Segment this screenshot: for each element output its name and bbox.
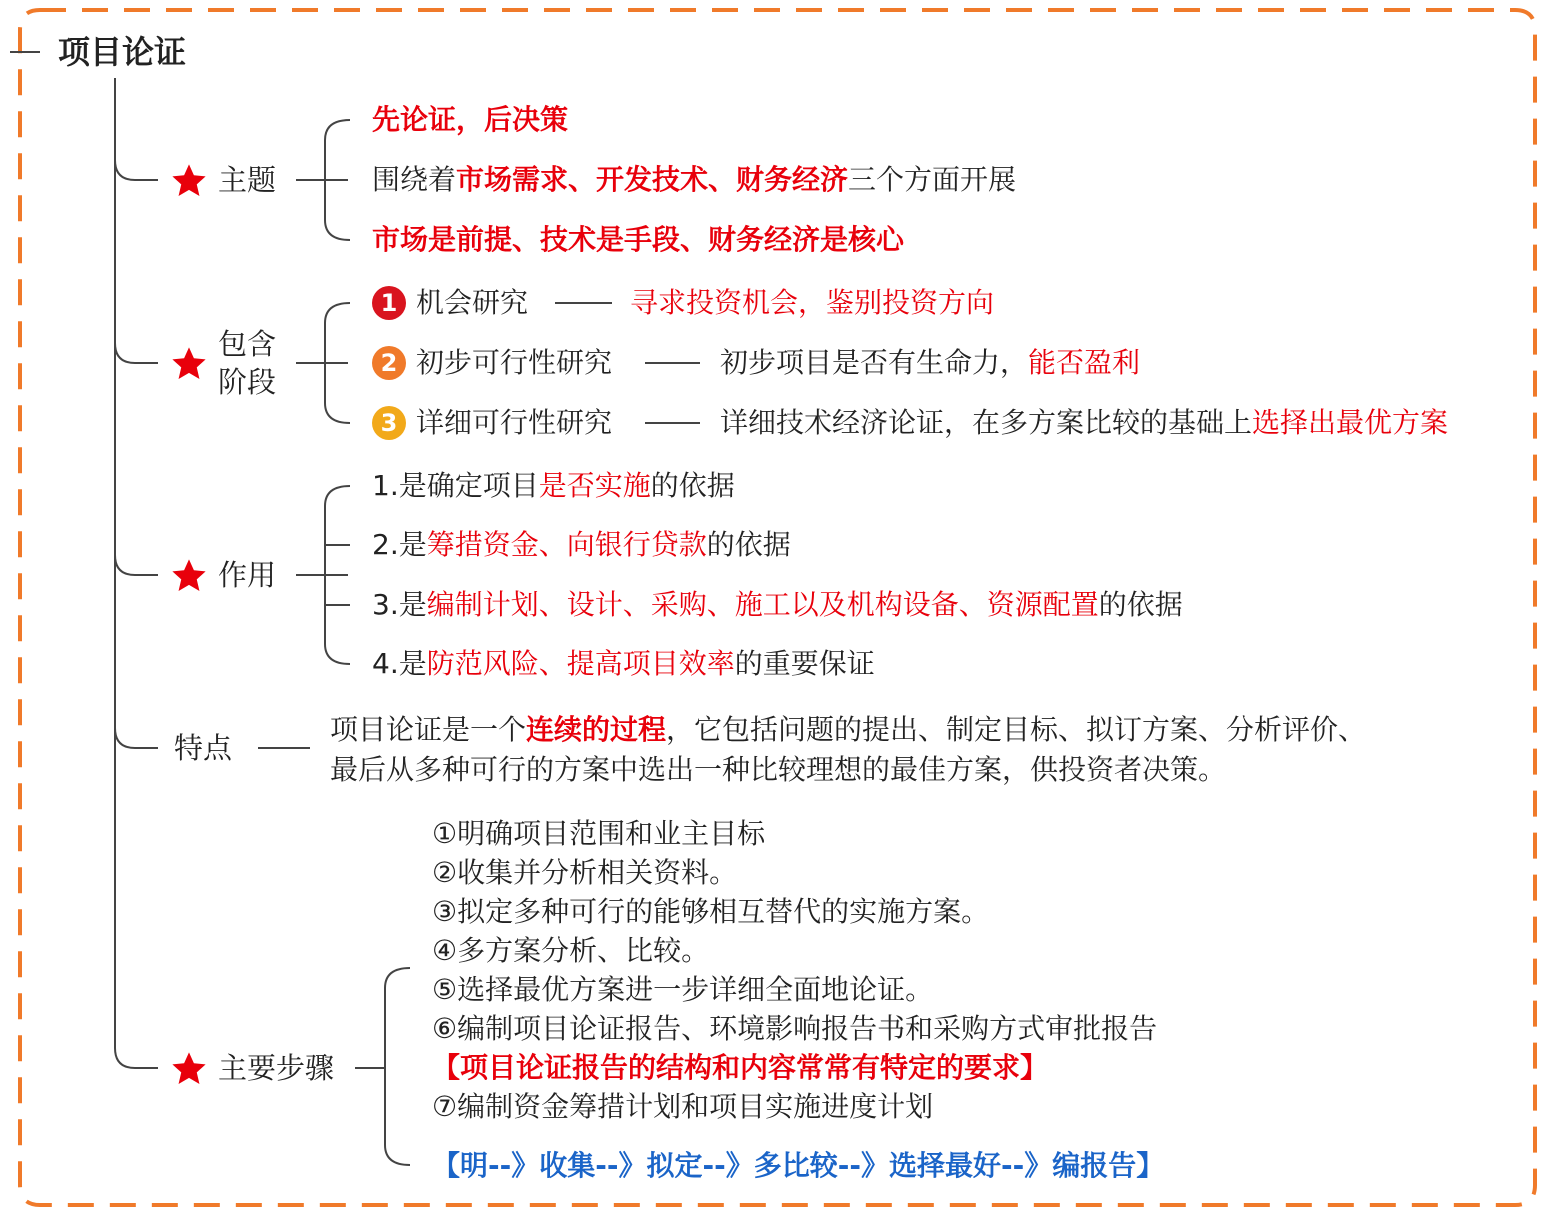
star-icon: [170, 557, 208, 595]
phase-1-desc: 寻求投资机会，鉴别投资方向: [630, 286, 995, 319]
step-item-2: ②收集并分析相关资料。: [432, 856, 738, 889]
step-item-6: ⑥编制项目论证报告、环境影响报告书和采购方式审批报告: [432, 1012, 1158, 1045]
phase-1-name: 机会研究: [416, 286, 529, 319]
number-badge-2: 2: [372, 346, 406, 380]
node-feature: 特点: [174, 731, 233, 765]
node-steps: 主要步骤: [218, 1051, 335, 1085]
topic-line-1: 先论证，后决策: [372, 103, 569, 136]
phase-3-desc: 详细技术经济论证，在多方案比较的基础上选择出最优方案: [720, 406, 1449, 439]
star-icon: [170, 1050, 208, 1088]
phase-3-name: 详细可行性研究: [416, 406, 613, 439]
topic-line-3: 市场是前提、技术是手段、财务经济是核心: [372, 223, 905, 256]
phase-2-name: 初步可行性研究: [416, 346, 613, 379]
root-title: 项目论证: [58, 33, 187, 71]
number-badge-3: 3: [372, 406, 406, 440]
role-item-1: 1.是确定项目是否实施的依据: [372, 469, 735, 502]
step-item-7: ⑦编制资金筹措计划和项目实施进度计划: [432, 1090, 934, 1123]
node-roles: 作用: [218, 558, 277, 592]
phase-2-desc: 初步项目是否有生命力，能否盈利: [720, 346, 1141, 379]
node-phases-line1: 包含: [218, 327, 277, 361]
feature-line-1: 项目论证是一个连续的过程，它包括问题的提出、制定目标、拟订方案、分析评价、: [330, 713, 1367, 746]
step-item-4: ④多方案分析、比较。: [432, 934, 710, 967]
number-badge-1: 1: [372, 286, 406, 320]
role-item-4: 4.是防范风险、提高项目效率的重要保证: [372, 647, 875, 680]
node-topic: 主题: [218, 163, 277, 197]
feature-line-2: 最后从多种可行的方案中选出一种比较理想的最佳方案，供投资者决策。: [330, 753, 1227, 786]
star-icon: [170, 345, 208, 383]
role-item-2: 2.是筹措资金、向银行贷款的依据: [372, 528, 791, 561]
steps-mnemonic: 【明--》收集--》拟定--》多比较--》选择最好--》编报告】: [432, 1149, 1165, 1182]
node-phases-line2: 阶段: [218, 365, 277, 399]
role-item-3: 3.是编制计划、设计、采购、施工以及机构设备、资源配置的依据: [372, 588, 1183, 621]
step-item-5: ⑤选择最优方案进一步详细全面地论证。: [432, 973, 934, 1006]
topic-line-2: 围绕着市场需求、开发技术、财务经济三个方面开展: [372, 163, 1017, 196]
step-item-1: ①明确项目范围和业主目标: [432, 817, 766, 850]
step-item-3: ③拟定多种可行的能够相互替代的实施方案。: [432, 895, 990, 928]
star-icon: [170, 162, 208, 200]
step-note: 【项目论证报告的结构和内容常常有特定的要求】: [432, 1051, 1049, 1084]
